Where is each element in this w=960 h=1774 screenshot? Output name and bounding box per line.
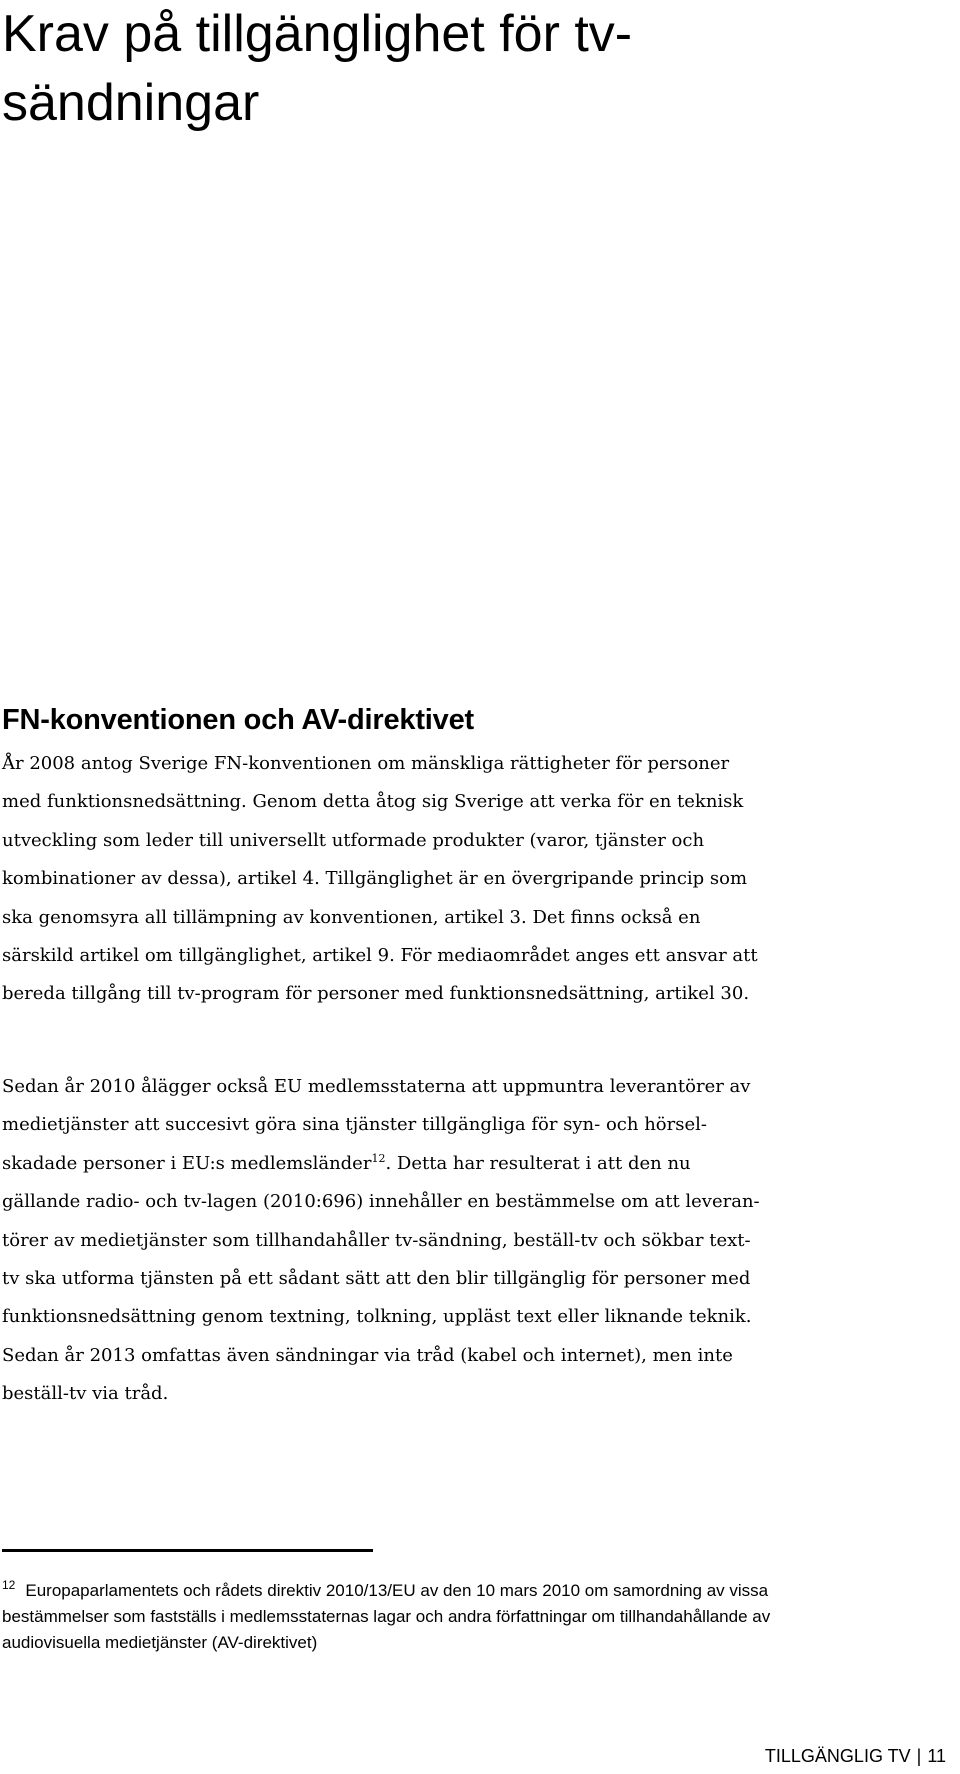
footnote-line: audiovisuella medietjänster (AV-direktivet) <box>2 1633 318 1652</box>
paragraph-line: bereda tillgång till tv-program för personer med funktionsnedsättning, artikel 30. <box>2 983 750 1005</box>
paragraph-text: skadade personer i EU:s medlemsländer <box>2 1152 372 1174</box>
paragraph-2 <box>2 1068 950 1414</box>
paragraph-line: ska genomsyra all tillämpning av konventionen, artikel 3. Det finns också en <box>2 906 701 928</box>
paragraph-line: Sedan år 2013 omfattas även sändningar via tråd (kabel och internet), men inte <box>2 1344 733 1366</box>
paragraph-line: Sedan år 2010 ålägger också EU medlemsstaterna att uppmuntra leverantörer av <box>2 1076 751 1097</box>
footnote-line <box>2 1578 952 1604</box>
paragraph-line: tv ska utforma tjänsten på ett sådant sätt att den blir tillgänglig för personer med <box>2 1268 751 1290</box>
paragraph-text: . Detta har resulterat i att den nu <box>385 1152 691 1174</box>
page-footer <box>765 1745 946 1767</box>
paragraph-line: särskild artikel om tillgänglighet, artikel 9. För mediaområdet anges ett ansvar att <box>2 945 758 967</box>
paragraph-line: funktionsnedsättning genom textning, tolkning, uppläst text eller liknande teknik. <box>2 1306 752 1328</box>
footnote-text: Europaparlamentets och rådets direktiv 2010/13/EU av den 10 mars 2010 om samordning av vissa <box>25 1581 769 1600</box>
footnote <box>2 1578 952 1656</box>
page-title-line-2: sändningar <box>2 74 260 132</box>
page-title <box>2 0 902 138</box>
section-heading: FN-konventionen och AV-direktivet <box>2 704 474 736</box>
footer-separator: | <box>916 1746 922 1766</box>
paragraph-line: utveckling som leder till universellt utformade produkter (varor, tjänster och <box>2 829 705 851</box>
paragraph-line <box>2 1145 950 1183</box>
paragraph-line: År 2008 antog Sverige FN-konventionen om mänskliga rättigheter för personer <box>2 753 730 774</box>
paragraph-line: gällande radio- och tv-lagen (2010:696) innehåller en bestämmelse om att leveran- <box>2 1191 760 1213</box>
footnote-line: bestämmelser som fastställs i medlemsstaternas lagar och andra författningar om tillhandahållande av <box>2 1607 771 1626</box>
footnote-number: 12 <box>2 1578 16 1593</box>
paragraph-1 <box>2 745 950 1014</box>
paragraph-line: törer av medietjänster som tillhandahåller tv-sändning, beställ-tv och sökbar text- <box>2 1229 751 1251</box>
footnote-reference[interactable]: 12 <box>371 1151 386 1165</box>
page-number: 11 <box>927 1746 946 1766</box>
footer-label: TILLGÄNGLIG TV <box>764 1746 911 1766</box>
page-title-line-1: Krav på tillgänglighet för tv- <box>2 5 633 63</box>
paragraph-line: medietjänster att succesivt göra sina tjänster tillgängliga för syn- och hörsel- <box>2 1114 707 1136</box>
paragraph-line: beställ-tv via tråd. <box>2 1383 169 1405</box>
paragraph-line: med funktionsnedsättning. Genom detta åtog sig Sverige att verka för en teknisk <box>2 791 744 813</box>
paragraph-line: kombinationer av dessa), artikel 4. Tillgänglighet är en övergripande princip som <box>2 868 748 890</box>
footnote-divider <box>2 1549 373 1552</box>
